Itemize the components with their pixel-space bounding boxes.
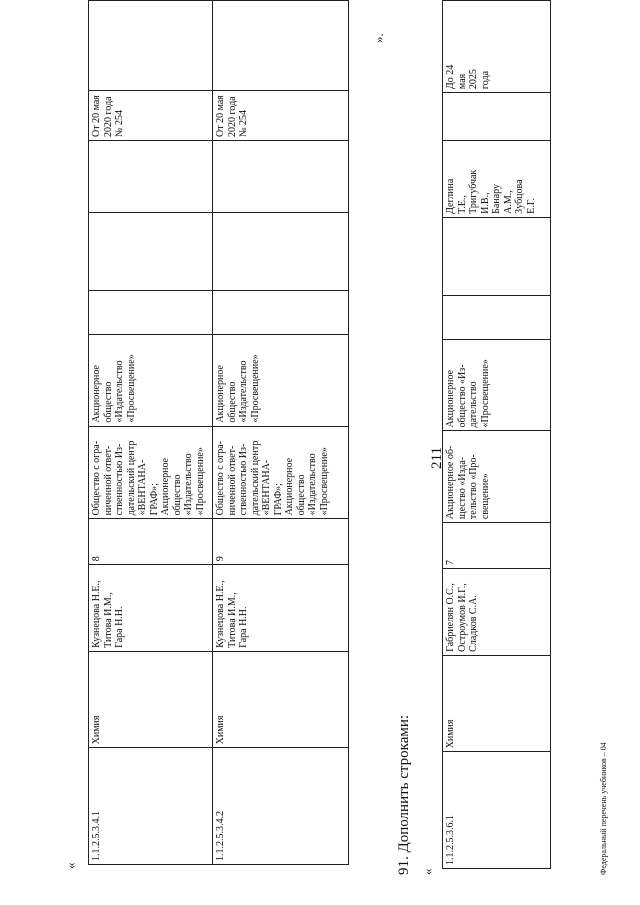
cell-empty [443,296,551,340]
cell-empty [89,1,213,91]
textbook-table [88,0,349,865]
cell-subject: Химия [89,651,213,748]
opening-quote-mark: « [63,862,78,869]
cell-order: От 20 мая 2020 года № 254 [89,90,213,140]
cell-authors: Кузнецова Н.Е., Титова И.М., Гара Н.Н. [89,565,213,652]
cell-publisher-2: Акционерное общество «Издательство «Просвещение» [89,334,213,426]
cell-empty [89,291,213,334]
page-number: 211 [429,447,445,469]
cell-authors: Габриелян О.С., Остроумов И.Г., Сладков С.А. [443,568,551,655]
cell-subject: Химия [213,651,349,748]
cell-empty [443,93,551,141]
cell-empty [213,141,349,213]
cell-order: От 20 мая 2020 года № 254 [213,90,349,140]
cell-empty [213,212,349,290]
cell-reviewers: Деглина Т.Е., Тригубчак И.В., Банару А.М., Зубцова Е.Г. [443,141,551,218]
cell-grade: 7 [443,523,551,569]
cell-empty [89,141,213,213]
cell-subject: Химия [443,655,551,752]
cell-deadline: До 24 мая 2025 года [443,1,551,93]
cell-publisher-2: Акционерное общество «Издательство «Просвещение» [213,334,349,426]
cell-empty [213,1,349,91]
cell-code: 1.1.2.5.3.4.1 [89,748,213,865]
cell-grade: 8 [89,519,213,565]
section-heading: 91. Дополнить строками: [396,714,412,875]
table-row [213,1,349,865]
table-row [89,1,213,865]
closing-quote-mark: ». [371,33,386,43]
cell-code: 1.1.2.5.3.6.1 [443,752,551,869]
cell-publisher: Общество с огра- ниченной ответ- ственностью Из- дательский центр «ВЕНТАНА- ГРАФ»; Акционерное общество «Издательство «Просвещение» [213,426,349,519]
cell-grade: 9 [213,519,349,565]
cell-authors: Кузнецова Н.Е., Титова И.М., Гара Н.Н. [213,565,349,652]
cell-empty [443,217,551,295]
cell-empty [89,212,213,290]
cell-publisher-2: Акционерное общество «Из- дательство «Просвещение» [443,339,551,431]
table-row [443,1,551,869]
cell-empty [213,291,349,334]
cell-publisher: Акционерное об- щество «Изда- тельство «Про- свещение» [443,431,551,523]
footer-text: Федеральный перечень учебников – 04 [599,742,608,875]
textbook-table-addition [442,0,551,869]
cell-code: 1.1.2.5.3.4.2 [213,748,349,865]
cell-publisher: Общество с огра- ниченной ответ- ственностью Из- дательский центр «ВЕНТАНА- ГРАФ»; Акционерное общество «Издательство «Просвещение» [89,426,213,519]
opening-quote-mark: « [420,868,435,875]
